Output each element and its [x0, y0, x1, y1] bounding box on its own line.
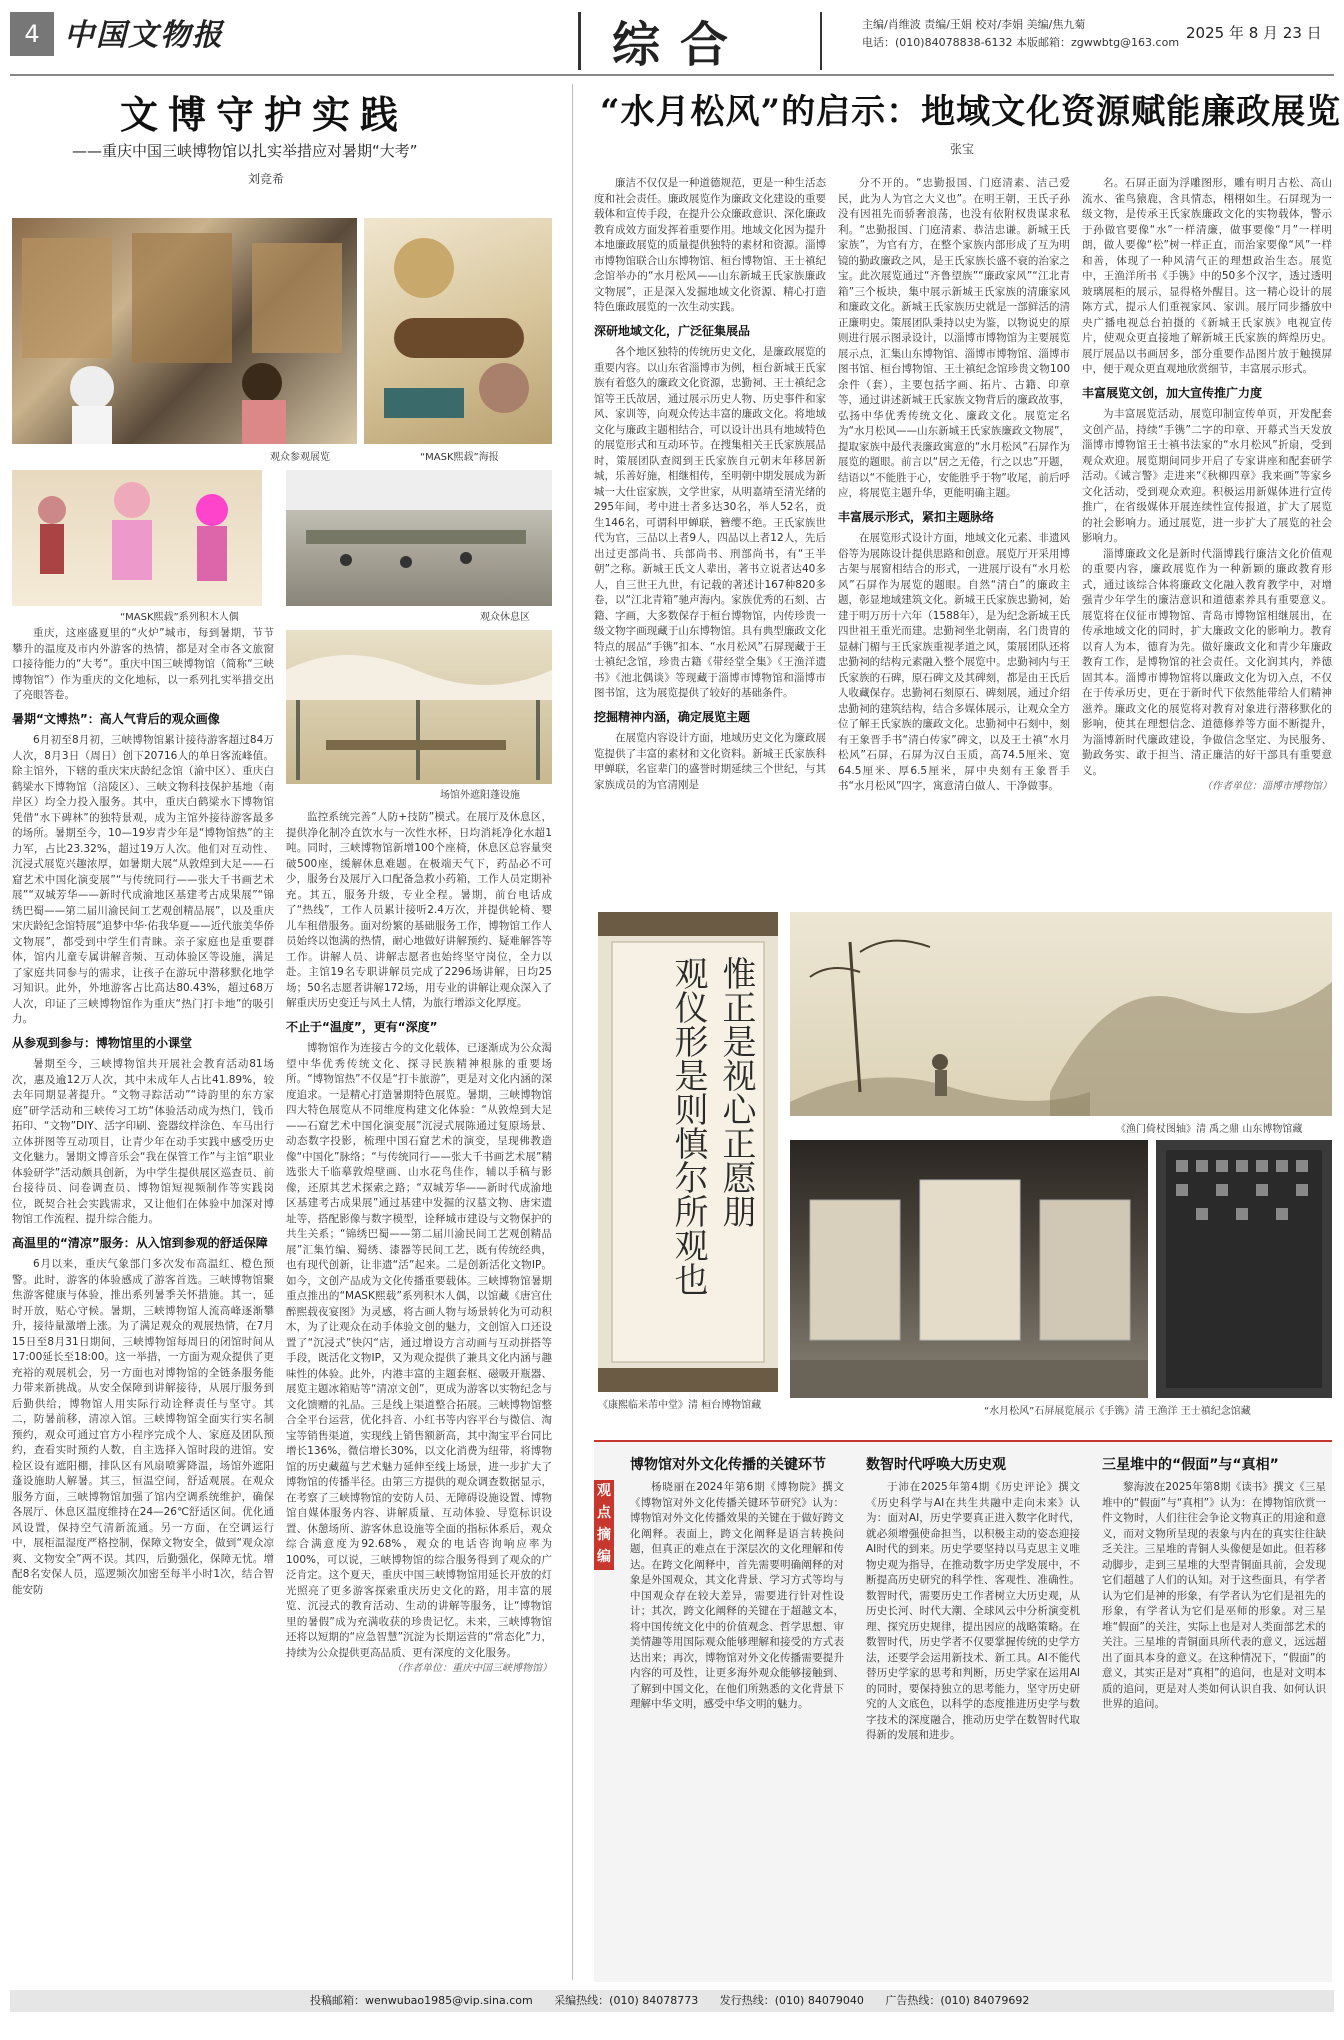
photo-lego-figures — [12, 470, 262, 606]
caption-photo5: 场馆外遮阳蓬设施 — [440, 790, 520, 801]
photo-sunshade — [286, 630, 552, 784]
footer-bar — [10, 1990, 1334, 2012]
opinion-tag: 观点摘编 — [594, 1480, 614, 1570]
footer-distribution: 发行热线：(010) 84079040 — [719, 1994, 864, 2007]
page-column-divider — [572, 84, 573, 1980]
right-text2: 在展览内容设计方面，地域历史文化为廉政展览提供了丰富的素材和文化资料。新城王氏家族科甲蝉联，名宦辈门的盛誉时期延续三个世纪，与其家族成员的为官清刚是 — [594, 732, 826, 791]
opinion-item2-title: 数智时代呼唤大历史观 — [866, 1457, 1006, 1473]
opinion-item2-text — [866, 1480, 1080, 1970]
section2-title: 从参观到参与：博物馆里的小课堂 — [12, 1035, 193, 1050]
section2-text: 暑期至今，三峡博物馆共开展社会教育活动81场次，惠及逾12万人次，其中未成年人占比41.89%，较去年同期显著提升。“文物寻踪活动”“诗韵里的东方家庭”研学活动和三峡传习工坊“体验活动成为热门，钱币拓印、“文物”DIY、活字印刷、瓷器纹样涂色、车马出行立体拼图等互动项目，让青少年在动手实践中感受历史文化魅力。暑期文博音乐会“我在保管工作”与主馆“职业体验研学”活动颇具创新，为中学生提供展区巡查员、前台接待员、问卷调查员、博物馆短视频制作等实践岗位，既契合社会实践需求，又让他们在体验中加深对博物馆工作流程、提升综合能力。 — [12, 1058, 274, 1225]
right-article-title: “水月松风”的启示：地域文化资源赋能廉政展览 — [600, 92, 1342, 132]
caption-photo1: 观众参观展览 — [270, 452, 330, 463]
left-article-subtitle: ——重庆中国三峡博物馆以扎实举措应对暑期“大考” — [72, 142, 418, 160]
caption-photo2: “MASK熙载”海报 — [420, 452, 499, 463]
right-col3-text1: 为丰富展览活动，展览印制宣传单页，开发配套文创产品，持续“手镌”二字的印章、开幕式当天发放淄博市博物馆王士禛书法家的“水月松风”折扇，受到观众欢迎。展览期间同步开启了专家讲座和配套研学活动。《诫言警》走进来“《秋柳四章》我来画”等家乡文化活动，受到观众欢迎。积极运用新媒体进行宣传推广，在省级媒体开展连续性宣传报道，扩大了展览的社会影响力。通过展览，进一步扩大了展览的社会影响力。 — [1082, 408, 1332, 544]
caption-photo3: “MASK熙载”系列积木人偶 — [120, 612, 239, 623]
right-col3-text2: 淄博廉政文化是新时代淄博践行廉洁文化价值观的重要内容，廉政展览作为一种新颖的廉政教育形式，通过该综合体将廉政文化融入教育教学中，对增强青少年学生的廉洁意识和道德素养具有重要意义。展览将在仪征市博物馆、青岛市博物馆相继展出，在传承地域文化的同时，扩大廉政文化的影响力。教育以育人为本，德育为先。做好廉政文化和青少年廉政教育工作，是博物馆的社会责任。文化润其内，养德固其本。淄博市博物馆将以廉政文化为切入点，不仅在于传承历史，更在于新时代下依然能带给人们精神滋养。廉政文化的展览将对教育对象进行潜移默化的影响，使其在理想信念、道德修养等方面不断提升，为淄博新时代廉政建设，争做信念坚定、为民服务、勤政务实、敢于担当、清正廉洁的好干部具有重要意义。 — [1082, 547, 1332, 777]
caption-landscape: 《渔门倚杖图轴》清 禹之鼎 山东博物馆藏 — [1116, 1124, 1303, 1135]
left-footer-note: （作者单位：重庆中国三峡博物馆） — [392, 1663, 552, 1674]
opinion-item1-title: 博物馆对外文化传播的关键环节 — [630, 1457, 826, 1473]
right-col3-text: 名。石屏正面为浮雕图形，雕有明月古松、高山流水、雀鸟猿鹿，含具情态，栩栩如生。石屏现为一级文物，是传承王氏家族廉政文化的实物载体，警示于孙做官要像“水”一样清廉，做事要像“月”一样明朗，做人要像“松”树一样正直，而治家要像“风”一样和善，体现了一种风清气正的理想政治生态。展览中，王渔洋所书《手镌》中的50多个汉字，透过透明玻璃展柜的展示，显得格外醒目。这一精心设计的展陈方式，提示人们重视家风、家训。展厅同步播放中央广播电视总台拍摄的《新城王氏家族》电视宣传片，使观众更直接地了解新城王氏家族的辉煌历史。展厅展品以书画居多，部分重要作品图片放于触摸屏中，便于观众更直观地欣赏细节，丰富展示形式。 — [1082, 177, 1332, 375]
left-article-author: 刘竞希 — [248, 172, 285, 186]
right-article-col3 — [1082, 176, 1332, 896]
photo-rest-area — [286, 470, 552, 606]
caption-gallery: “水月松风”石屏展览展示《手镌》清 王渔洋 王士禛纪念馆藏 — [984, 1406, 1251, 1417]
masthead-rule — [10, 74, 1334, 76]
col2-top-text: 监控系统完善“人防+技防”模式。在展厅及休息区，提供净化制冷直饮水与一次性水杯，日均消耗净化水超1吨。同时，三峡博物馆新增100个座椅，休息区总容量突破500座，缓解休息难题。在极端天气下，药品必不可少，服务台及展厅入口配备急救小药箱，工作人员定期补充。其五，服务升级，专业全程。暑期，前台电话成了“热线”，工作人员累计接听2.4万次，并提供轮椅、婴儿车租借服务。面对纷繁的基础服务工作，博物馆工作人员始终以饱满的热情，耐心地做好讲解预约、疑难解答等工作。讲解人员、讲解志愿者也始终坚守岗位，全力以赴。主馆19名专职讲解员完成了2296场讲解，日均25场；50名志愿者讲解172场，用专业的讲解让观众深入了解重庆历史变迁与风土人情，为旅行增添文化厚度。 — [286, 811, 552, 1009]
right-footer-note: （作者单位：淄博市博物馆） — [1202, 781, 1332, 792]
section3-title: 高温里的“清凉”服务：从入馆到参观的舒适保障 — [12, 1235, 268, 1250]
photo-stone-rubbing — [1156, 1140, 1332, 1398]
photo-visitors-exhibit — [12, 218, 357, 444]
right-col2-text: 分不开的。“忠勤报国、门庭清素、洁己爱民，此为人为官之大义也”。在明王朝，王氏子孙没有因祖先而骄奢浪荡，也没有依附权贵谋求私利。“忠勤报国、门庭清素、恭洁忠谦。新城王氏家族”，为官有方，在整个家族内部形成了互为明镜的勤政廉政之风，是王氏家族长盛不衰的治家之宝。此次展览通过“齐鲁望族”“廉政家风”“江北青箱”三个板块，集中展示新城王氏家族的清廉家风和廉政文化。新城王氏家族历史就是一部鲜活的清正廉明史。策展团队秉持以史为鉴，以物说史的原则进行展示图录设计，以淄博市博物馆为主要展览展示点，汇集山东博物馆、淄博市博物馆、淄博市图书馆、桓台博物馆、王士禛纪念馆珍贵文物100余件（套），主要包括字画、拓片、古籍、印章等，通过讲述新城王氏家族文物背后的廉政故事，弘扬中华优秀传统文化、廉政文化。展览定名为“水月松风——山东新城王氏家族廉政文物展”，提取家族中最代表廉政寓意的“水月松风”石屏作为展览的题眼。前言以“居之无倦，行之以忠”开题，结语以“不能胜于心，安能胜乎于物”收尾，前后呼应，将展览主题升华，更能明确主题。 — [838, 177, 1070, 499]
photo-mask-poster — [364, 218, 552, 444]
right-article-col1 — [594, 176, 826, 896]
left-article-title: 文博守护实践 — [120, 92, 409, 137]
opinion-item3-body: 黎海波在2025年第8期《读书》撰文《三星堆中的“假面”与“真相”》认为：在博物馆欣赏一件文物时，人们往往会争论文物真正的用途和意义，而对文物所呈现的表象与内在的真实往往缺乏关注。三星堆的青铜人头像便是如此。但若移动脚步，走到三星堆的大型青铜面具前，会发现它们超越了人们的认知。对于这些面具，有学者认为它们是神的形象，有学者认为它们是祖先的形象，有学者认为它们是巫师的形象。对三星堆“假面”的关注，实际上也是对人类面部艺术的关注。三星堆的青铜面具所代表的意义，远远超出了面具本身的意义。在这种情况下，“假面”的意义，其实正是对“真相”的追问，也是对文明本质的追问，更是对人类如何认识自我、如何认识世界的追问。 — [1102, 1481, 1326, 1710]
calligraphy-text: 惟正是视心正愿朋 观仪形是则慎尔所观也 — [668, 956, 756, 1296]
footer-email: 投稿邮箱：wenwubao1985@vip.sina.com — [310, 1994, 533, 2007]
right-col3-sub1: 丰富展览文创，加大宣传推广力度 — [1082, 385, 1263, 400]
photo-landscape-painting — [790, 912, 1332, 1116]
opinion-item3-text — [1102, 1480, 1326, 1970]
intro-paragraph: 重庆，这座盛夏里的“火炉”城市，每到暑期，节节攀升的温度及市内外游客的热情，都是对全市各文旅窗口接待能力的“大考”。重庆中国三峡博物馆（简称“三峡博物馆”）作为重庆的文化地标，以一系列扎实举措交出了亮眼答卷。 — [12, 627, 274, 701]
opinion-item2-body: 于沛在2025年第4期《历史评论》撰文《历史科学与AI在共生共融中走向未来》认为：面对AI，历史学要真正进入数字化时代，就必须增强使命担当，以积极主动的姿态迎接AI时代的到来。历史学要坚持以马克思主义唯物史观为指导，在推动数字历史学发展中，不断提高历史研究的科学性、客观性、准确性。数智时代，需要历史工作者树立大历史观，从历史长河、时代大潮、全球风云中分析演变机理、探究历史规律，提出因应的战略策略。在数智时代，历史学者不仅要掌握传统的史学方法，还要学会运用新技术、新工具。AI不能代替历史学家的思考和判断，历史学家在运用AI的同时，要保持独立的思考能力，坚守历史研究的人文底色，以科学的态度推进历史学与数字技术的深度融合，推动历史学在数智时代取得新的发展和进步。 — [866, 1481, 1080, 1741]
caption-calligraphy: 《康熙临米芾中堂》清 桓台博物馆藏 — [598, 1400, 762, 1411]
right-text1: 各个地区独特的传统历史文化，是廉政展览的重要内容。以山东省淄博市为例，桓台新城王氏家族有着悠久的廉政文化资源，忠勤祠、王士禛纪念馆等王氏故居，通过展示历史人物、历史事件和家风、家训等，向观众传达丰富的廉政文化。将地域文化与廉政主题相结合，可以设计出具有地域特色的展览形式和互动环节。在搜集相关王氏家族展品时，策展团队查阅到王氏家族自元朝末年移居新城，乐善好施，相继相传，至明朝中期发展成为新城一大仕宦家族，文学世家，从明嘉靖至清光绪的295年间，考中进士者多达30名，举人52名，贡生146名，可谓科甲蝉联，簪缨不绝。王氏家族世代为官，三品以上者9人，四品以上者12人，先后出过吏部尚书、兵部尚书、刑部尚书，有“王半朝”之称。新城王氏文人辈出，著书立说者达40多人，自三世王九世，有记载的著述计167种820多卷，以“江北青箱”驰声海内。家族优秀的石刻、古籍、字画，大多数保存于桓台博物馆，内传珍贵一级文物字画现藏于山东博物馆。具有典型廉政文化特点的展品“手镌”扣本、“水月松风”石屏现藏于王士禛纪念馆，珍贵古籍《带经堂全集》《王渔洋遗书》《池北偶谈》等现藏于淄博市博物馆和淄博市图书馆，这为展览提供了较好的基础条件。 — [594, 346, 826, 699]
right-article-author: 张宝 — [950, 142, 975, 156]
section4-title: 不止于“温度”，更有“深度” — [286, 1019, 438, 1034]
masthead-divider — [578, 12, 581, 70]
right-col2-sub1: 丰富展示形式，紧扣主题脉络 — [838, 509, 995, 524]
right-intro: 廉洁不仅仅是一种道德规范，更是一种生活态度和社会责任。廉政展览作为廉政文化建设的重要载体和宣传手段，在提升公众廉政意识、深化廉政教育成效方面发挥着重要作用。地域文化因为提升本地廉政展览的质量提供独特的素材和资源。淄博市博物馆联合山东博物馆、桓台博物馆、王士禛纪念馆举办的“水月松风——山东新城王氏家族廉政文物展”，正是深入发掘地域文化资源、精心打造特色廉政展览的一次生动实践。 — [594, 177, 826, 313]
staff-credits: 主编/肖维波 责编/王娟 校对/李娟 美编/焦九菊 — [862, 18, 1086, 31]
photo-gallery — [790, 1140, 1148, 1398]
section4-text: 博物馆作为连接古今的文化载体，已逐渐成为公众渴望中华优秀传统文化、探寻民族精神根脉的重要场所。“博物馆热”不仅是“打卡旅游”，更是对文化内涵的深度追求。一是精心打造暑期特色展览。暑期，三峡博物馆四大特色展览从不同维度构建文化体验：“从敦煌到大足——石窟艺术中国化演变展”沉浸式展陈通过复原场景、动态数字投影，梳理中国石窟艺术的演变，呈现佛教造像“中国化”脉络；“与传统同行——张大千书画艺术展”精选张大千临摹敦煌壁画、山水花鸟佳作，辅以手稿与影像，还原其艺术探索之路；“双城芳华——新时代成渝地区基建考古成果展”通过基建中发掘的汉墓文物、唐宋遗址等，搭配影像与数字模型，诠释城市建设与文物保护的共生关系；“锦绣巴蜀——第二届川渝民间工艺观创精品展”汇集竹编、蜀绣、漆器等民间工艺，既有传统经典，也有现代创新，让非遗“活”起来。二是创新活化文物IP。如今，文创产品成为文化传播重要载体。三峡博物馆暑期重点推出的“MASK熙载”系列积木人偶，以馆藏《唐宫仕醉熙载夜宴图》为灵感，将古画人物与场景转化为可动积木，为了让观众在动手体验文创的魅力，文创馆入口还设置了“沉浸式”快闪“店，通过增设方言动画与互动拼搭等手段，既活化文物IP，又为观众提供了兼具文化内涵与趣味性的体验。此外，内港丰富的主题套框、磁吸开瓶器、展览主题冰箱贴等“清凉文创”，更成为游客以实物纪念与文化馈赠的礼品。三是线上渠道整合拓展。三峡博物馆整合全平台运营，优化抖音、小红书等内容平台与微信、淘宝等销售渠道，实现线上销售额新高，其中淘宝平台同比增长136%，微信增长30%，以文化消费为纽带，将博物馆的历史藏蕴与艺术魅力延伸至线上场景，进一步扩大了博物馆的传播半径。由第三方提供的观众调查数据显示，在考察了三峡博物馆的安防人员、无障碍设施设置、博物馆自媒体服务内容、讲解质量、互动体验、导览标识设置、休憩场所、游客休息设施等全面的指标体系后，观众综合满意度为92.68%，观众的电话咨询响应率为100%，可以说，三峡博物馆的综合服务得到了观众的广泛肯定。这个夏天，重庆中国三峡博物馆用延长开放的灯光照亮了更多游客探索重庆历史文化的路，用丰富的展览、沉浸式的教育活动、生动的讲解等服务，让“博物馆里的暑假”成为充满收获的珍贵记忆。未来，三峡博物馆还将以短期的“应急智慧”沉淀为长期运营的“常态化”力，持续为公众提供更高品质、更有深度的文化服务。 — [286, 1042, 552, 1659]
right-sub2: 挖掘精神内涵，确定展览主题 — [594, 709, 751, 724]
opinion-item1-text — [630, 1480, 844, 1970]
right-sub1: 深研地域文化，广泛征集展品 — [594, 323, 751, 338]
section-title: 综合 — [612, 17, 749, 73]
section1-text: 6月初至8月初，三峡博物馆累计接待游客超过84万人次，8月3日（周日）创下20716人的单日客流峰值。除主馆外，下辖的重庆宋庆龄纪念馆（渝中区）、重庆白鹤梁水下博物馆（涪陵区）、三峡文物科技保护基地（南岸区）均全力投入服务。其中，重庆白鹤梁水下博物馆凭借“水下碑林”的独特景观，成为主馆外接待游客最多的场所。暑期至今，10—19岁青少年是“博物馆热”的主力军，占比23.32%，超过19万人次。他们对互动性、沉浸式展览兴趣浓厚，如暑期大展“从敦煌到大足——石窟艺术中国化演变展”“与传统同行——张大千书画艺术展”“双城芳华——新时代成渝地区基建考古成果展”“锦绣巴蜀——第二届川渝民间工艺观创精品展”，以及重庆宋庆龄纪念馆特展“追梦中华·佑我华夏——近代旅美华侨文物展”，都受到中学生们青睐。亲子家庭也是重要群体，馆内儿童专属讲解音频、互动体验区等设施，满足了家庭共同参与的需求，让孩子在游玩中潜移默化地学习知识。此外，外地游客占比高达80.43%，超过68万人次，印证了三峡博物馆作为重庆“热门打卡地”的吸引力。 — [12, 734, 274, 1025]
section1-title: 暑期“文博热”：高人气背后的观众画像 — [12, 711, 220, 726]
opinion-item1-body: 杨晓丽在2024年第6期《博物院》撰文《博物馆对外文化传播关键环节研究》认为：博物馆对外文化传播效果的关键在于做好跨文化阐释。表面上，跨文化阐释是语言转换问题，但真正的难点在于深层次的文化理解和传达。在跨文化阐释中，首先需要明确阐释的对象是外国观众，其文化背景、学习方式等均与中国观众存在较大差异，需要进行针对性设计；其次，跨文化阐释的关键在于超越文本，将中国传统文化中的价值观念、哲学思想、审美情趣等用国际观众能够理解和接受的方式表达出来；再次，博物馆对外文化传播需要提升内容的可及性，让更多海外观众能够接触到、了解到中国文化，在他们所熟悉的文化背景下理解中华文明，感受中华文明的魅力。 — [630, 1481, 844, 1710]
left-article-col2 — [286, 810, 552, 1976]
right-col2-text1: 在展览形式设计方面，地域文化元素、非遗风俗等为展陈设计提供思路和创意。展览厅开采用博古架与展窗相结合的形式，一进展厅设有“水月松风”石屏作为展览的题眼。自然“清白”的廉政主题，彰显地域建筑文化。新城王氏家族忠勤祠，始建于明万历十六年（1588年），是为纪念新城王氏四世祖王重光而建。忠勤祠坐北朝南，名门贵胄的显赫门楣与王氏家族重视孝道之风，策展团队还将忠勤祠的结构元素融入整个展览中。忠勤祠内与王氏家族的石碑，原石碑文及其碑刻，都是由王氏后人收藏保存。忠勤祠石刻原石、碑刻展，通过介绍忠勤祠的建筑结构，结合多媒体展示，让观众全方位了解王氏家族的廉政文化。忠勤祠中石刻中，刻有王象晋手书“清白传家”碑文，以及王士禛“水月松风”石屏，石屏为汉白玉质，高74.5厘米、宽64.5厘米、厚6.5厘米，屏中央刻有王象晋手书“水月松风”四字，寓意清白做人、干净做事。 — [838, 532, 1070, 792]
caption-photo4: 观众休息区 — [480, 612, 530, 623]
issue-date: 2025 年 8 月 23 日 — [1186, 24, 1322, 42]
left-article-col1 — [12, 626, 274, 1976]
masthead-divider-2 — [820, 12, 822, 70]
newspaper-logo: 中国文物报 — [64, 18, 224, 53]
right-article-col2 — [838, 176, 1070, 896]
opinion-item3-title: 三星堆中的“假面”与“真相” — [1102, 1457, 1279, 1473]
footer-purchase: 采编热线：(010) 84078773 — [554, 1994, 699, 2007]
section3-text: 6月以来，重庆气象部门多次发布高温红、橙色预警。此时，游客的体验感成了游客首选。三峡博物馆聚焦游客健康与体验，推出系列暑季关怀措施。其一，延时开放，贴心守候。暑期，三峡博物馆人流高峰逐渐攀升，接待量激增上涨。为了满足观众的观展热情，在7月15日至8月31日期间，三峡博物馆每周日的闭馆时间从17:00延长至18:00。这一举措，一方面为观众提供了更充裕的观展机会，另一方面也对博物馆的全链条服务能力带来新挑战。从安全保障到讲解接待，从展厅服务到后勤供给，博物馆人用实际行动诠释责任与坚守。其二，防暑前移，清凉入馆。三峡博物馆全面实行实名制预约，观众可通过官方小程序完成个人、家庭及团队预约，查看实时预约人数，自主选择入馆时段的进馆。安检区设有遮阳棚，排队区有风扇喷雾降温，场馆外遮阳蓬设施助人解暑。其三，恒温空间，舒适观展。在观众服务方面，三峡博物馆加强了馆内空调系统维护，确保各展厅、休息区温度维持在24—26℃舒适区间。优化通风设置，保持空气清新流通。另一方面，在空调运行中，展柜温湿度严格控制，保障文物安全，做到“观众凉爽、文物安全”两不误。其四，后勤强化，保障无忧。增配8名安保人员，巡逻频次加密至每半小时1次，结合智能安防 — [12, 1258, 274, 1596]
footer-ads: 广告热线：(010) 84079692 — [885, 1994, 1030, 2007]
page-number: 4 — [10, 12, 54, 56]
contact-line: 电话：(010)84078838-6132 本版邮箱：zgwwbtg@163.com — [862, 36, 1180, 49]
